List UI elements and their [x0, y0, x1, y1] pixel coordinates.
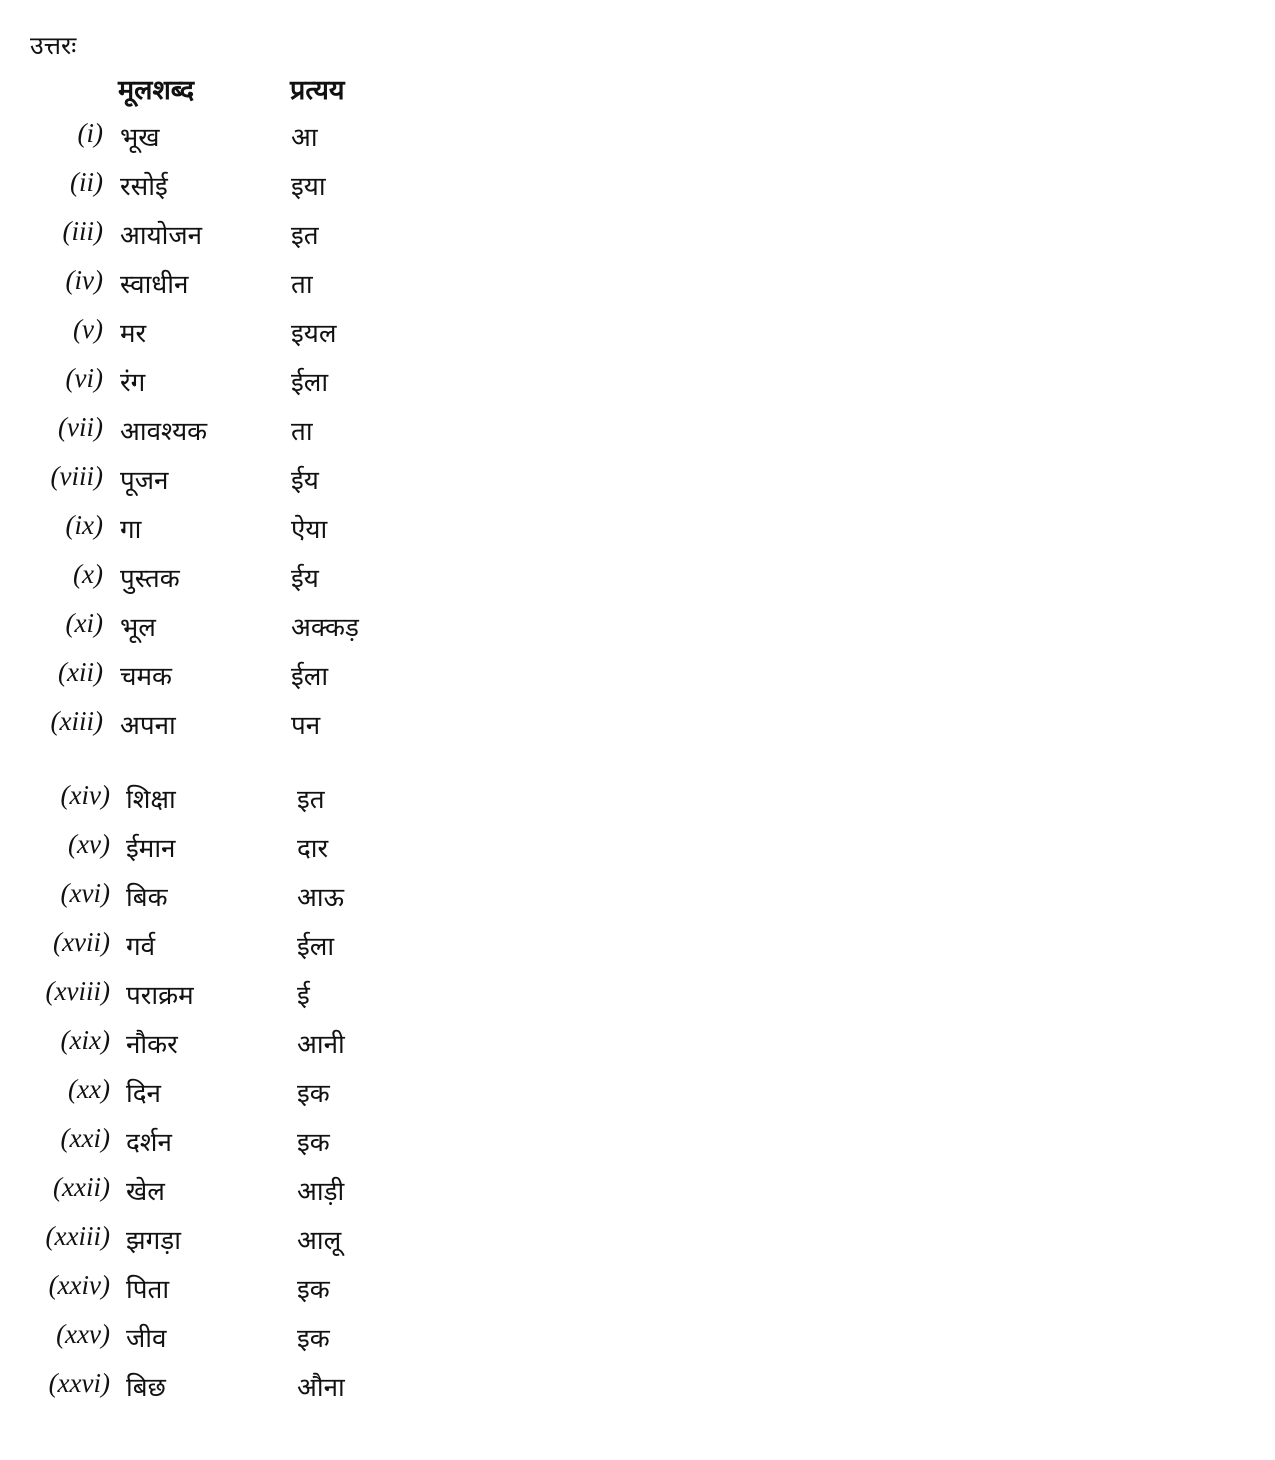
root-word: ईमान: [126, 834, 176, 864]
suffix-word: पन: [291, 711, 321, 741]
row-number: (xiv): [60, 780, 110, 810]
root-word: दर्शन: [126, 1128, 172, 1158]
suffix-word: ऐया: [291, 515, 328, 545]
row-number: (xiii): [50, 706, 103, 736]
table-row: [0, 363, 420, 403]
table-row: [0, 118, 420, 158]
row-number: (i): [77, 118, 103, 148]
row-number: (iv): [65, 265, 103, 295]
table-row: [0, 1074, 420, 1114]
suffix-word: आलू: [297, 1226, 342, 1256]
root-word: जीव: [126, 1324, 167, 1354]
suffix-word: औना: [297, 1373, 345, 1403]
suffix-word: इत: [297, 785, 325, 815]
row-number: (xvii): [53, 927, 110, 957]
row-number: (ix): [65, 510, 103, 540]
root-word: खेल: [126, 1177, 165, 1207]
suffix-word: इयल: [291, 319, 337, 349]
suffix-word: ईय: [291, 564, 319, 594]
table-row: [0, 314, 420, 354]
row-number: (x): [73, 559, 103, 589]
root-word: चमक: [120, 662, 173, 692]
row-number: (xx): [68, 1074, 110, 1104]
root-word: अपना: [120, 711, 176, 741]
suffix-word: ईय: [291, 466, 319, 496]
suffix-word: ई: [297, 981, 310, 1011]
suffix-word: ईला: [297, 932, 335, 962]
row-number: (xxii): [53, 1172, 110, 1202]
table-row: [0, 1172, 420, 1212]
suffix-word: इक: [297, 1079, 330, 1109]
table-row: [0, 1270, 420, 1310]
root-word: आवश्यक: [120, 417, 208, 447]
suffix-word: ईला: [291, 662, 329, 692]
row-number: (xxvi): [48, 1368, 110, 1398]
row-number: (xxiv): [48, 1270, 110, 1300]
row-number: (v): [73, 314, 103, 344]
table-row: [0, 559, 420, 599]
suffix-word: आ: [291, 123, 318, 153]
table-row: [0, 510, 420, 550]
row-number: (ii): [70, 167, 103, 197]
column-header-root-word: मूलशब्द: [118, 75, 195, 106]
suffix-word: दार: [297, 834, 329, 864]
suffix-word: आऊ: [297, 883, 344, 913]
suffix-word: इत: [291, 221, 319, 251]
root-word: दिन: [126, 1079, 161, 1109]
root-word: पुस्तक: [120, 564, 180, 594]
column-header-suffix: प्रत्यय: [290, 75, 345, 106]
table-row: [0, 265, 420, 305]
row-number: (xi): [65, 608, 103, 638]
table-row: [0, 1221, 420, 1261]
table-row: [0, 1123, 420, 1163]
row-number: (xxi): [60, 1123, 110, 1153]
suffix-word: ता: [291, 270, 313, 300]
row-number: (vii): [58, 412, 103, 442]
suffix-word: इक: [297, 1324, 330, 1354]
suffix-word: अक्कड़: [291, 613, 359, 643]
row-number: (viii): [50, 461, 103, 491]
suffix-word: इक: [297, 1128, 330, 1158]
row-number: (xvi): [60, 878, 110, 908]
root-word: रसोई: [120, 172, 168, 202]
root-word: रंग: [120, 368, 146, 398]
row-number: (xviii): [45, 976, 110, 1006]
table-row: [0, 657, 420, 697]
table-row: [0, 608, 420, 648]
root-word: गा: [120, 515, 142, 545]
table-row: [0, 167, 420, 207]
root-word: गर्व: [126, 932, 156, 962]
row-number: (xv): [68, 829, 110, 859]
suffix-word: इक: [297, 1275, 330, 1305]
table-row: [0, 780, 420, 820]
root-word: पराक्रम: [126, 981, 194, 1011]
table-row: [0, 461, 420, 501]
suffix-word: ता: [291, 417, 313, 447]
suffix-word: आड़ी: [297, 1177, 345, 1207]
root-word: पूजन: [120, 466, 169, 496]
root-word: भूख: [120, 123, 160, 153]
root-word: नौकर: [126, 1030, 178, 1060]
row-number: (xxv): [56, 1319, 110, 1349]
row-number: (xxiii): [45, 1221, 110, 1251]
suffix-word: ईला: [291, 368, 329, 398]
row-number: (iii): [62, 216, 103, 246]
table-row: [0, 1368, 420, 1408]
root-word: मर: [120, 319, 147, 349]
root-word: बिछ: [126, 1373, 166, 1403]
root-word: आयोजन: [120, 221, 203, 251]
suffix-word: आनी: [297, 1030, 345, 1060]
root-word: भूल: [120, 613, 156, 643]
answer-heading: उत्तरः: [30, 31, 77, 60]
table-row: [0, 927, 420, 967]
table-row: [0, 1319, 420, 1359]
table-row: [0, 1025, 420, 1065]
root-word: शिक्षा: [126, 785, 176, 815]
root-word: झगड़ा: [126, 1226, 181, 1256]
table-row: [0, 412, 420, 452]
table-row: [0, 976, 420, 1016]
row-number: (xix): [60, 1025, 110, 1055]
row-number: (xii): [58, 657, 103, 687]
row-number: (vi): [65, 363, 103, 393]
root-word: पिता: [126, 1275, 170, 1305]
suffix-word: इया: [291, 172, 326, 202]
table-row: [0, 706, 420, 746]
table-row: [0, 829, 420, 869]
root-word: बिक: [126, 883, 168, 913]
root-word: स्वाधीन: [120, 270, 189, 300]
table-row: [0, 878, 420, 918]
table-row: [0, 216, 420, 256]
